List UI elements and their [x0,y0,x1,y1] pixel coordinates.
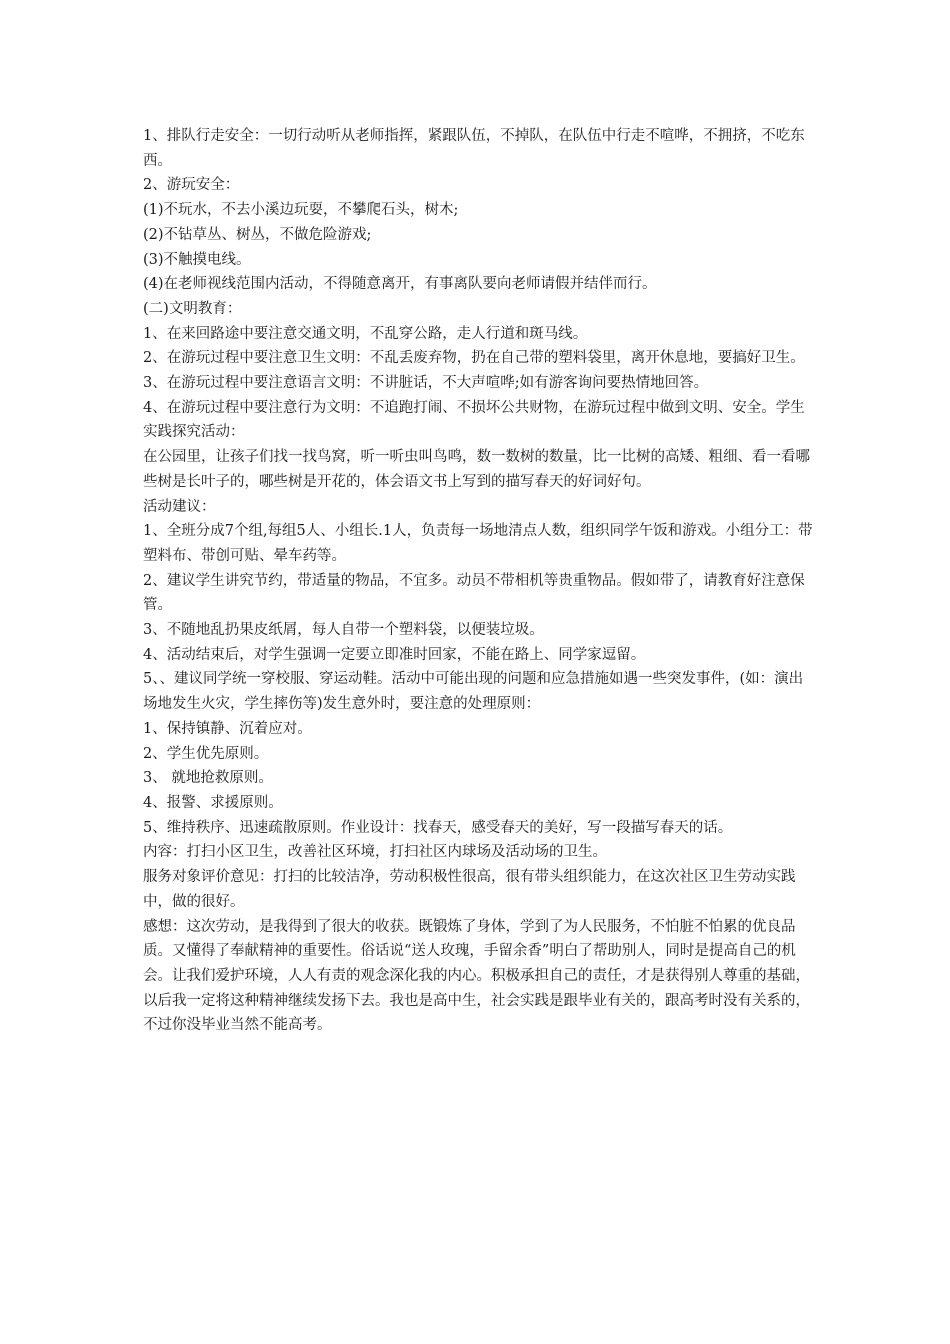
paragraph: 服务对象评价意见：打扫的比较洁净，劳动积极性很高，很有带头组织能力，在这次社区卫生劳动实践中，做的很好。 [143,869,796,910]
paragraph: 活动建议： [143,498,216,515]
paragraph: 2、建议学生讲究节约，带适量的物品，不宜多。动员不带相机等贵重物品。假如带了，请教育好注意保管。 [143,572,805,614]
paragraph: 1、在来回路途中要注意交通文明，不乱穿公路，走人行道和斑马线。 [143,325,588,342]
paragraph: (1)不玩水，不去小溪边玩耍，不攀爬石头，树木; [143,202,459,219]
paragraph: 3、在游玩过程中要注意语言文明：不讲脏话，不大声喧哗;如有游客询问要热情地回答。 [143,375,709,392]
paragraph: 2、游玩安全： [143,177,240,194]
paragraph: 4、在游玩过程中要注意行为文明：不追跑打闹、不损坏公共财物，在游玩过程中做到文明、安全。学生实践探究活动： [143,399,805,441]
paragraph: 3、不随地乱扔果皮纸屑，每人自带一个塑料袋，以便装垃圾。 [143,622,544,639]
paragraph: 1、排队行走安全：一切行动听从老师指挥，紧跟队伍，不掉队，在队伍中行走不喧哗，不拥挤，不吃东西。 [143,128,805,169]
paragraph: 1、全班分成7个组,每组5人、小组长.1人，负责每一场地清点人数，组织同学午饭和游戏。小组分工：带塑料布、带创可贴、晕车药等。 [143,523,813,564]
document-body [143,124,813,1038]
paragraph: 内容：打扫小区卫生，改善社区环境，打扫社区内球场及活动场的卫生。 [143,844,607,861]
paragraph: 4、活动结束后，对学生强调一定要立即准时回家，不能在路上、同学家逗留。 [143,646,646,663]
paragraph: 感想：这次劳动，是我得到了很大的收获。既锻炼了身体，学到了为人民服务，不怕脏不怕累的优良品质。又懂得了奉献精神的重要性。俗话说“送人玫瑰，手留余香”明白了帮助别人，同时是提高自己的机会。让我们爱护环境，人人有责的观念深化我的内心。积极承担自己的责任，才是获得别人尊重的基础，以后我一定将这种精神继续发扬下去。我也是高中生，社会实践是跟毕业有关的，跟高考时没有关系的，不过你没毕业当然不能高考。 [143,918,810,1034]
paragraph: 4、报警、求援原则。 [143,794,283,811]
paragraph: 5、维持秩序、迅速疏散原则。作业设计：找春天，感受春天的美好，写一段描写春天的话。 [143,819,733,836]
paragraph: (2)不钻草丛、树丛，不做危险游戏; [143,226,372,243]
paragraph: 在公园里，让孩子们找一找鸟窝，听一听虫叫鸟鸣，数一数树的数量，比一比树的高矮、粗细、看一看哪些树是长叶子的，哪些树是开花的，体会语文书上写到的描写春天的好词好句。 [143,449,810,490]
paragraph: 5、、建议同学统一穿校服、穿运动鞋。活动中可能出现的问题和应急措施如遇一些突发事件，(如：演出场地发生火灾，学生摔伤等)发生意外时，要注意的处理原则： [143,671,804,713]
paragraph: (二)文明教育： [143,300,242,317]
paragraph: 3、 就地抢救原则。 [143,770,273,787]
paragraph: (3)不触摸电线。 [143,251,251,268]
paragraph: 2、学生优先原则。 [143,745,269,762]
paragraph: (4)在老师视线范围内活动，不得随意离开，有事离队要向老师请假并结伴而行。 [143,276,657,293]
paragraph: 1、保持镇静、沉着应对。 [143,720,312,737]
paragraph: 2、在游玩过程中要注意卫生文明：不乱丢废弃物，扔在自己带的塑料袋里，离开休息地，要搞好卫生。 [143,350,805,367]
